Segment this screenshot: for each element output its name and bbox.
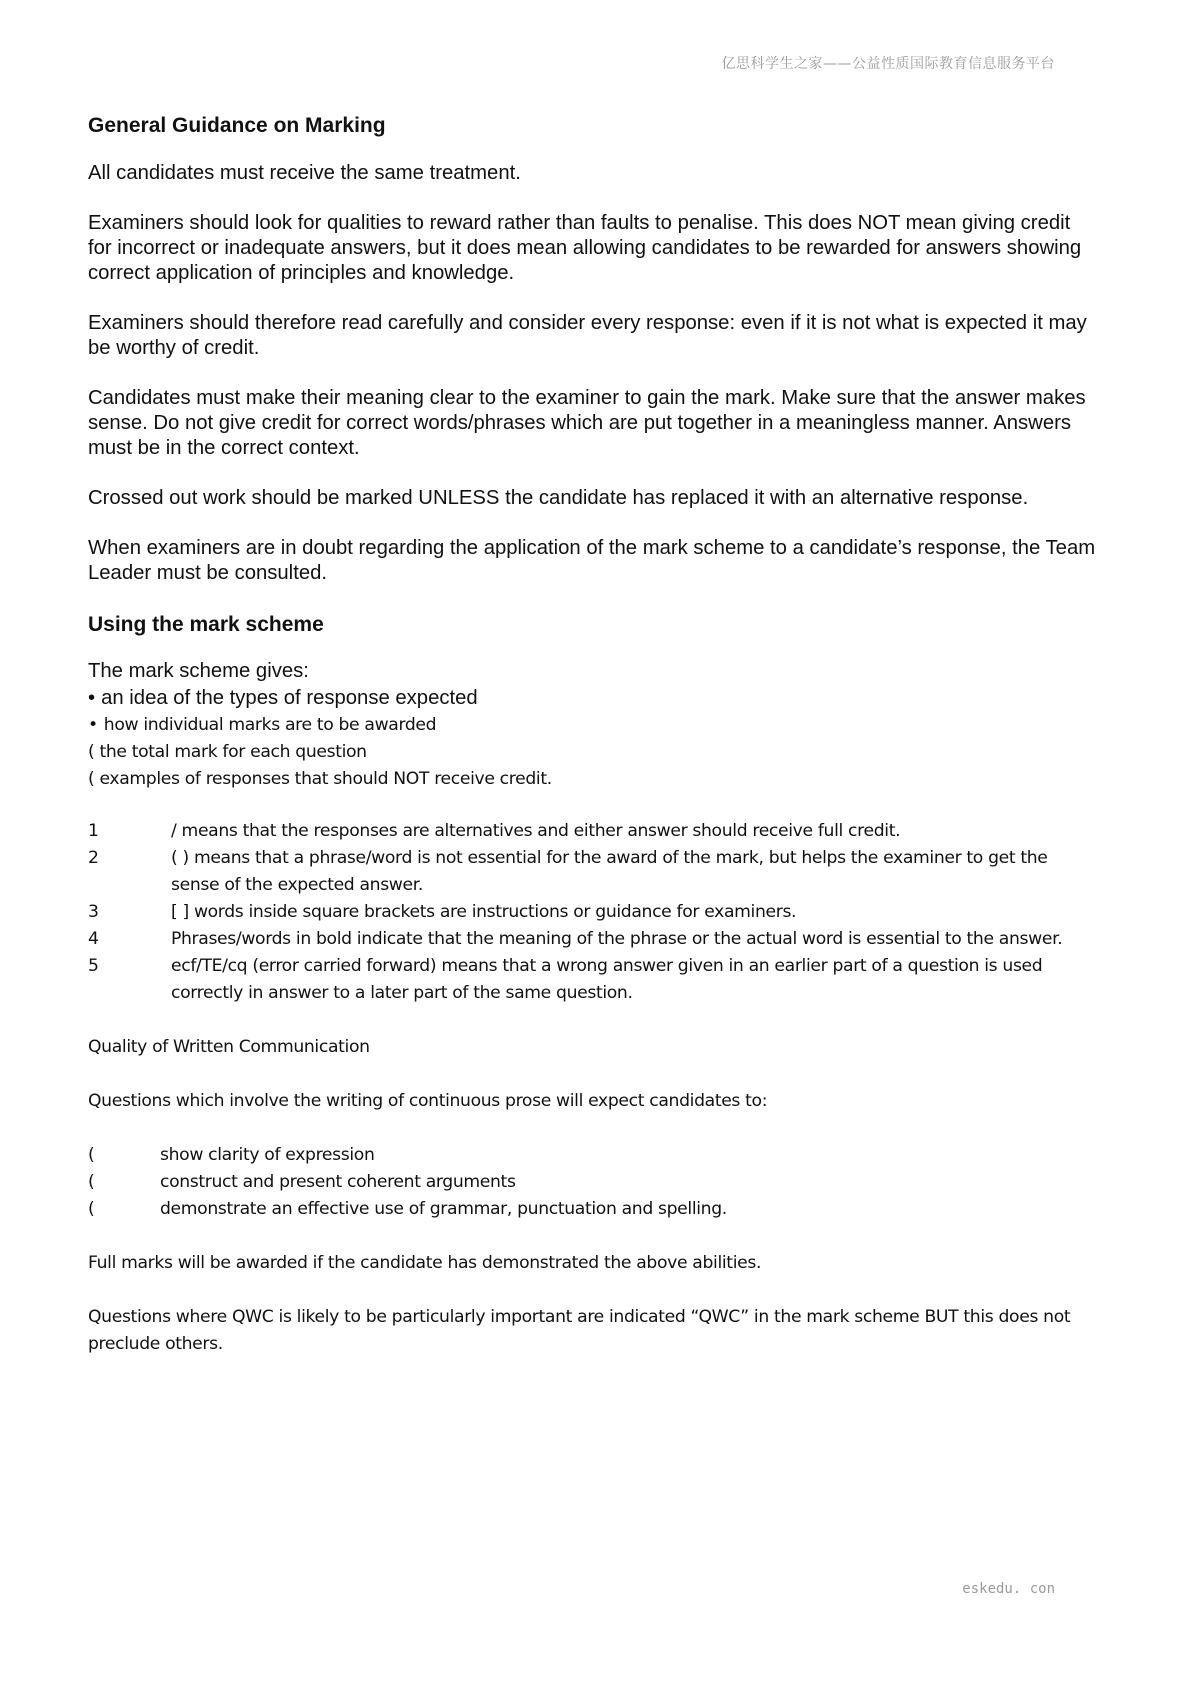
criterion-text: demonstrate an effective use of grammar, punctuation and spelling. (160, 1199, 727, 1219)
qwc-criterion (88, 1196, 1098, 1223)
section-heading-using-mark-scheme: Using the mark scheme (88, 613, 324, 636)
criterion-marker: ( (88, 1199, 95, 1219)
bullet-item: • how individual marks are to be awarded (88, 712, 1098, 739)
qwc-criteria-list (88, 1142, 1098, 1223)
numbered-list (88, 818, 1098, 1007)
numbered-item (88, 899, 1098, 926)
bullet-item: • an idea of the types of response expected (88, 685, 1098, 712)
numbered-item (88, 926, 1098, 953)
item-text: Phrases/words in bold indicate that the meaning of the phrase or the actual word is essential to the answer. (171, 929, 1063, 949)
qwc-full-marks: Full marks will be awarded if the candidate has demonstrated the above abilities. (88, 1253, 762, 1273)
criterion-marker: ( (88, 1145, 95, 1165)
footer-watermark: eskedu. con (962, 1581, 1055, 1597)
qwc-criterion (88, 1169, 1098, 1196)
mark-scheme-intro: The mark scheme gives: (88, 660, 309, 682)
numbered-item (88, 953, 1098, 1007)
section-heading-general-guidance: General Guidance on Marking (88, 114, 386, 137)
list-item: ( the total mark for each question (88, 742, 367, 762)
criterion-marker: ( (88, 1172, 95, 1192)
paragraph: All candidates must receive the same treatment. (88, 162, 521, 184)
qwc-closing: Questions where QWC is likely to be particularly important are indicated “QWC” in the mark scheme BUT this does not preclude others. (88, 1307, 1071, 1354)
item-text: ( ) means that a phrase/word is not essential for the award of the mark, but helps the examiner to get the sense of the expected answer. (171, 848, 1048, 895)
paragraph: Crossed out work should be marked UNLESS the candidate has replaced it with an alternative response. (88, 487, 1029, 509)
header-watermark: 亿思科学生之家——公益性质国际教育信息服务平台 (721, 56, 1055, 72)
item-text: / means that the responses are alternatives and either answer should receive full credit. (171, 821, 901, 841)
qwc-heading: Quality of Written Communication (88, 1037, 370, 1057)
criterion-text: construct and present coherent arguments (160, 1172, 516, 1192)
item-number: 5 (88, 956, 99, 976)
item-text: ecf/TE/cq (error carried forward) means that a wrong answer given in an earlier part of a question is used correctly in answer to a later part of the same question. (171, 956, 1043, 1003)
qwc-intro: Questions which involve the writing of continuous prose will expect candidates to: (88, 1091, 768, 1111)
numbered-item (88, 818, 1098, 845)
numbered-item (88, 845, 1098, 899)
paragraph: Candidates must make their meaning clear to the examiner to gain the mark. Make sure that the answer makes sense. Do not give credit for correct words/phrases which are put together in a meaningless manner. Answers must be in the correct context. (88, 387, 1086, 459)
paragraph: When examiners are in doubt regarding the application of the mark scheme to a candidate’s response, the Team Leader must be consulted. (88, 537, 1096, 584)
criterion-text: show clarity of expression (160, 1145, 375, 1165)
item-text: [ ] words inside square brackets are instructions or guidance for examiners. (171, 902, 797, 922)
item-number: 1 (88, 821, 99, 841)
document-body (88, 112, 1098, 1358)
item-number: 3 (88, 902, 99, 922)
paragraph: Examiners should look for qualities to reward rather than faults to penalise. This does NOT mean giving credit for incorrect or inadequate answers, but it does mean allowing candidates to be rewarded for answers showing correct application of principles and knowledge. (88, 212, 1082, 284)
item-number: 2 (88, 848, 99, 868)
qwc-criterion (88, 1142, 1098, 1169)
list-item: ( examples of responses that should NOT receive credit. (88, 769, 552, 789)
paragraph: Examiners should therefore read carefully and consider every response: even if it is not what is expected it may be worthy of credit. (88, 312, 1087, 359)
item-number: 4 (88, 929, 99, 949)
